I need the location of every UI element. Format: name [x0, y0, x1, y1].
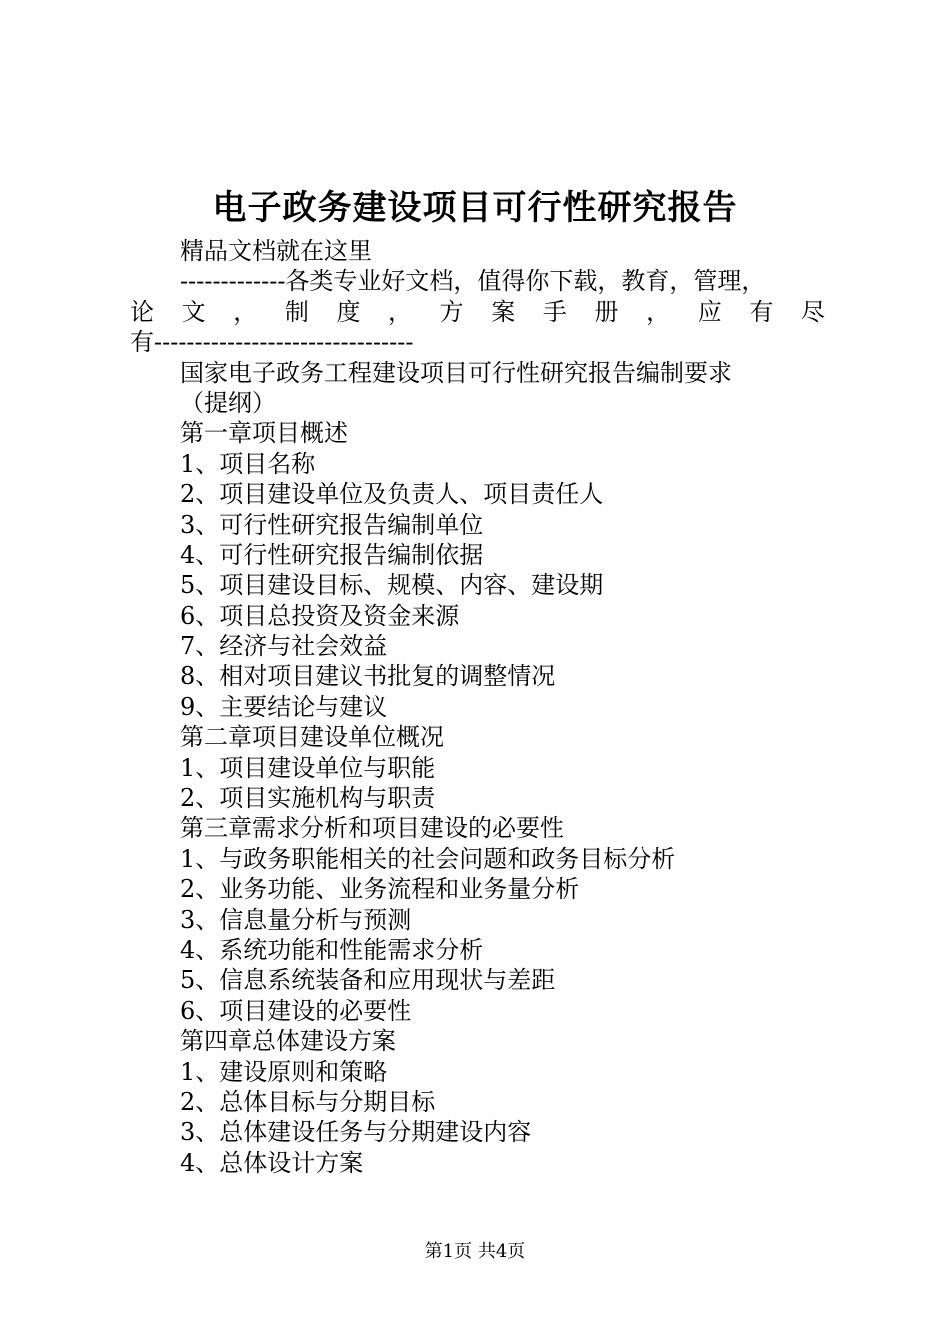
- intro-char: ，: [388, 297, 413, 326]
- list-item: 8、相对项目建议书批复的调整情况: [180, 662, 556, 691]
- page-title: 电子政务建设项目可行性研究报告: [212, 188, 738, 228]
- list-item: 3、总体建设任务与分期建设内容: [180, 1118, 532, 1147]
- list-item: 2、项目实施机构与职责: [180, 784, 436, 813]
- intro-char: 度: [336, 297, 361, 326]
- list-item: 1、项目名称: [180, 449, 316, 478]
- list-item: 3、信息量分析与预测: [180, 905, 412, 934]
- page-number-footer: 第1页 共4页: [424, 1241, 526, 1262]
- list-item: 2、业务功能、业务流程和业务量分析: [180, 875, 580, 904]
- list-item: 1、与政务职能相关的社会问题和政务目标分析: [180, 844, 676, 873]
- doc-subheading: （提纲）: [180, 388, 276, 417]
- list-item: 5、项目建设目标、规模、内容、建设期: [180, 571, 604, 600]
- list-item: 7、经济与社会效益: [180, 632, 388, 661]
- list-item: 9、主要结论与建议: [180, 692, 388, 721]
- intro-char: 论: [130, 297, 154, 326]
- intro-line: 有--------------------------------: [130, 328, 414, 357]
- intro-char: 尽: [800, 297, 825, 326]
- intro-char: 案: [491, 297, 516, 326]
- list-item: 2、项目建设单位及负责人、项目责任人: [180, 480, 604, 509]
- chapter-heading: 第一章项目概述: [180, 419, 348, 448]
- list-item: 3、可行性研究报告编制单位: [180, 510, 484, 539]
- chapter-heading: 第三章需求分析和项目建设的必要性: [180, 814, 564, 843]
- intro-char: ，: [233, 297, 258, 326]
- document-body: [130, 236, 835, 1178]
- list-item: 5、信息系统装备和应用现状与差距: [180, 966, 556, 995]
- chapter-heading: 第二章项目建设单位概况: [180, 723, 444, 752]
- list-item: 4、可行性研究报告编制依据: [180, 540, 484, 569]
- chapter-heading: 第四章总体建设方案: [180, 1027, 396, 1056]
- intro-char: 有: [749, 297, 774, 326]
- list-item: 2、总体目标与分期目标: [180, 1087, 436, 1116]
- list-item: 1、项目建设单位与职能: [180, 753, 436, 782]
- intro-char: 方: [439, 297, 464, 326]
- list-item: 4、系统功能和性能需求分析: [180, 935, 484, 964]
- doc-heading: 国家电子政务工程建设项目可行性研究报告编制要求: [180, 358, 732, 387]
- list-item: 4、总体设计方案: [180, 1148, 364, 1177]
- intro-char: ，: [646, 297, 671, 326]
- intro-char: 手: [542, 297, 567, 326]
- intro-justified-line: [130, 297, 835, 327]
- intro-char: 册: [594, 297, 619, 326]
- intro-char: 制: [284, 297, 309, 326]
- intro-line: 精品文档就在这里: [180, 237, 372, 265]
- list-item: 6、项目总投资及资金来源: [180, 601, 460, 630]
- intro-line: -------------各类专业好文档，值得你下载，教育，管理，: [180, 267, 766, 296]
- list-item: 1、建设原则和策略: [180, 1057, 388, 1086]
- intro-char: 文: [181, 297, 206, 326]
- list-item: 6、项目建设的必要性: [180, 996, 412, 1025]
- intro-char: 应: [697, 297, 722, 326]
